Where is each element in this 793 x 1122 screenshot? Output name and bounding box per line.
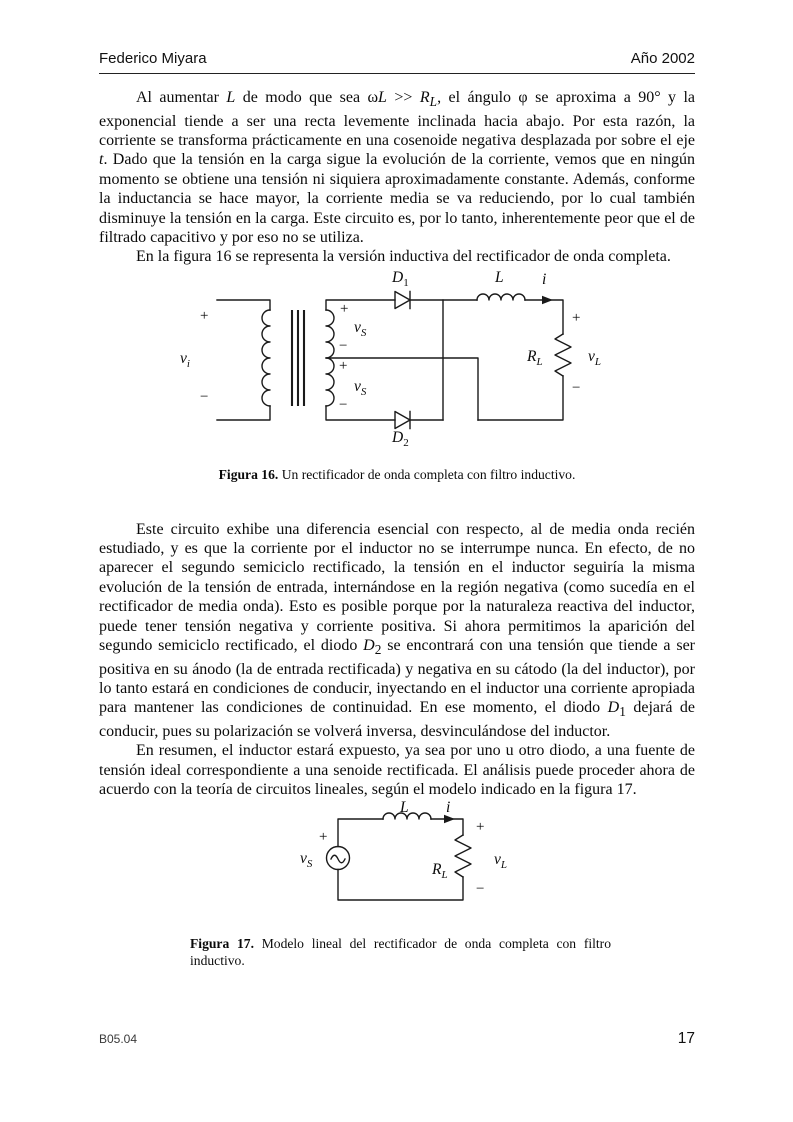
paragraph-2: En la figura 16 se representa la versión inductiva del rectificador de onda completa. xyxy=(136,248,671,266)
figure-17 xyxy=(99,800,695,928)
sine-symbol xyxy=(331,855,345,863)
fig16-plus-primary: + xyxy=(200,307,209,324)
inductor-coil xyxy=(477,294,525,300)
header-author: Federico Miyara xyxy=(99,50,207,67)
fig16-label-inductor: L xyxy=(495,268,504,286)
document-body xyxy=(99,88,695,969)
fig16-label-vl: $v_L$ xyxy=(588,347,602,368)
fig17-label-rl: $R_L$ xyxy=(432,860,448,881)
paragraph-4: En resumen, el inductor estará expuesto, ya sea por uno u otro diodo, a una fuente de tensión ideal correspondiente a una senoide rectificada. El análisis puede proceder ahora de acuerdo con la teoría de circuitos lineales, según el modelo indicado en la figura 17. xyxy=(99,742,695,799)
fig17-label-vl: $v_L$ xyxy=(494,850,508,871)
page-footer xyxy=(99,1030,695,1048)
current-arrow xyxy=(542,296,553,304)
fig16-label-vs-bot: $v_S$ xyxy=(354,377,367,398)
fig16-label-vi: $v_i$ xyxy=(180,349,190,370)
fig16-minus-sec-bot: − xyxy=(339,396,348,413)
diode-d1 xyxy=(395,291,410,308)
page-header xyxy=(99,50,695,74)
fig17-circuit-svg xyxy=(300,800,545,928)
fig16-label-vs-top: $v_S$ xyxy=(354,318,367,339)
load-bottom-wire xyxy=(478,376,563,420)
source-top-wire xyxy=(338,819,383,847)
resistor-rl xyxy=(455,835,471,877)
diode-d2 xyxy=(395,411,410,428)
fig17-label-vs: $v_S$ xyxy=(300,849,313,870)
fig16-minus-sec-top: − xyxy=(339,337,348,354)
transformer-core xyxy=(292,310,304,406)
fig16-label-d1: $D_1$ xyxy=(392,268,409,289)
load-top-wire xyxy=(525,300,563,334)
fig16-label-rl: $R_L$ xyxy=(527,347,543,368)
fig17-plus-load: + xyxy=(476,818,485,835)
fig17-plus-source: + xyxy=(319,828,328,845)
transformer-primary-coil xyxy=(262,310,270,406)
figure17-caption: Figura 17. Modelo lineal del rectificador de onda completa con filtro inductivo. xyxy=(190,935,611,968)
footer-doc-code: B05.04 xyxy=(99,1032,138,1046)
center-tap-wire xyxy=(326,358,478,420)
fig16-plus-sec-top: + xyxy=(340,300,349,317)
footer-page-number: 17 xyxy=(677,1030,695,1047)
figure16-caption: Figura 16. Un rectificador de onda completa con filtro inductivo. xyxy=(218,466,576,482)
fig16-label-d2: $D_2$ xyxy=(392,428,409,449)
fig17-minus-load: − xyxy=(476,880,485,897)
paragraph-1: Al aumentar L de modo que sea $\omega L >> R_L$, el ángulo φ se aproxima a 90° y la exponencial tiende a ser una recta levemente inclinada hacia abajo. Por esta razón, la corriente se transforma prácticamente en una cosenoide negativa desplazada por sobre el eje t. Dado que la tensión en la carga sigue la evolución de la corriente, vemos que en ningún momento se obtiene una tensión ni siquiera aproximadamente constante. Además, conforme la inductancia se hace mayor, la corriente media se va reduciendo, por lo cual también disminuye la tensión en la carga. Este circuito es, por lo tanto, inherentemente peor que el de filtrado capacitivo y por eso no se utiliza. xyxy=(99,89,696,247)
fig16-minus-load: − xyxy=(572,379,581,396)
fig17-label-inductor: L xyxy=(400,798,409,816)
resistor-rl xyxy=(555,334,571,376)
fig16-plus-load: + xyxy=(572,309,581,326)
secondary-leads xyxy=(326,300,395,420)
fig16-minus-primary: − xyxy=(200,388,209,405)
paragraph-3: Este circuito exhibe una diferencia esencial con respecto, al de media onda recién estudiado, y es que la corriente por el inductor no se interrumpe nunca. En efecto, de no aparecer el segundo semiciclo rectificado, la tensión en el inductor seguiría la misma evolución de la tensión de entrada, internándose en la región negativa (como sucedía en el rectificador de media onda). Esto es posible porque por la naturaleza reactiva del inductor, puede tener tensión negativa y corriente positiva. Si ahora permitimos la aparición del segundo semiciclo rectificado, el diodo $D_2$ se encontrará con una tensión que tiende a ser positiva en su ánodo (la de entrada rectificada) y negativa en su cátodo (la del inductor), por lo tanto estará en condiciones de conducir, inyectando en el inductor una corriente apropiada para mantener las condiciones de continuidad. En ese momento, el diodo $D_1$ dejará de conducir, pues su polarización se volverá inversa, desvinculándose del inductor. xyxy=(99,520,696,741)
figure-16 xyxy=(99,270,695,456)
fig16-plus-sec-bot: + xyxy=(339,357,348,374)
fig16-label-current: i xyxy=(542,270,547,288)
fig17-label-current: i xyxy=(446,798,451,816)
current-arrow xyxy=(444,815,455,823)
header-year: Año 2002 xyxy=(630,50,695,67)
